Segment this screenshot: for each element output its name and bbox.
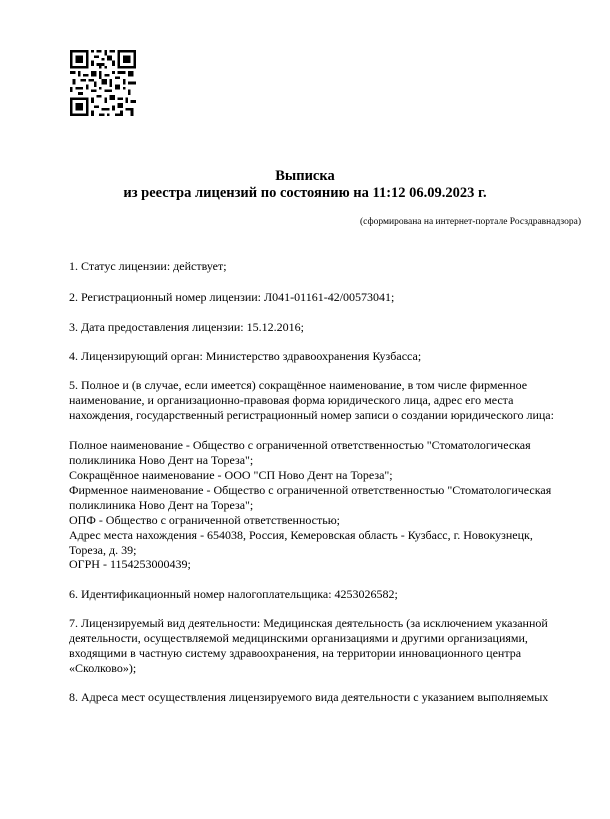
section-7-line-4: «Сколково»); (69, 661, 137, 675)
license-status: 1. Статус лицензии: действует; (69, 259, 227, 273)
section-5-line-3: нахождения, государственный регистрационный номер записи о создании юридического лица: (69, 408, 554, 422)
section-7-line-1: 7. Лицензируемый вид деятельности: Медицинская деятельность (за исключением указанной (69, 616, 548, 630)
address-line-2: Тореза, д. 39; (69, 543, 137, 557)
qr-code-icon (70, 50, 136, 116)
section-8-line-1: 8. Адреса мест осуществления лицензируемого вида деятельности с указанием выполняемых (69, 690, 549, 704)
address-line-1: Адрес места нахождения - 654038, Россия, Кемеровская область - Кузбасс, г. Новокузнецк, (69, 528, 533, 542)
short-name: Сокращённое наименование - ООО "СП Ново Дент на Тореза"; (69, 468, 393, 482)
ogrn: ОГРН - 1154253000439; (69, 557, 191, 571)
full-name-line-1: Полное наименование - Общество с ограниченной ответственностью "Стоматологическая (69, 438, 531, 452)
brand-name-line-1: Фирменное наименование - Общество с ограниченной ответственностью "Стоматологическая (69, 483, 552, 497)
document-title: Выписка (275, 168, 335, 184)
document-subtitle: из реестра лицензий по состоянию на 11:12 06.09.2023 г. (123, 185, 487, 201)
registration-number: 2. Регистрационный номер лицензии: Л041-01161-42/00573041; (69, 290, 395, 304)
source-note: (сформирована на интернет-портале Росздравнадзора) (360, 217, 581, 227)
legal-form: ОПФ - Общество с ограниченной ответственностью; (69, 513, 341, 527)
section-5-line-1: 5. Полное и (в случае, если имеется) сокращённое наименование, в том числе фирменное (69, 378, 528, 392)
inn: 6. Идентификационный номер налогоплательщика: 4253026582; (69, 587, 398, 601)
licensing-authority: 4. Лицензирующий орган: Министерство здравоохранения Кузбасса; (69, 349, 422, 363)
issue-date: 3. Дата предоставления лицензии: 15.12.2016; (69, 320, 304, 334)
full-name-line-2: поликлиника Ново Дент на Тореза"; (69, 453, 254, 467)
section-7-line-3: входящими в частную систему здравоохранения, на территории инновационного центра (69, 646, 522, 660)
section-5-line-2: наименование, и организационно-правовая форма юридического лица, адрес его места (69, 393, 514, 407)
brand-name-line-2: поликлиника Ново Дент на Тореза"; (69, 498, 254, 512)
section-7-line-2: деятельности, осуществляемой медицинскими организациями и другими организациями, (69, 631, 528, 645)
